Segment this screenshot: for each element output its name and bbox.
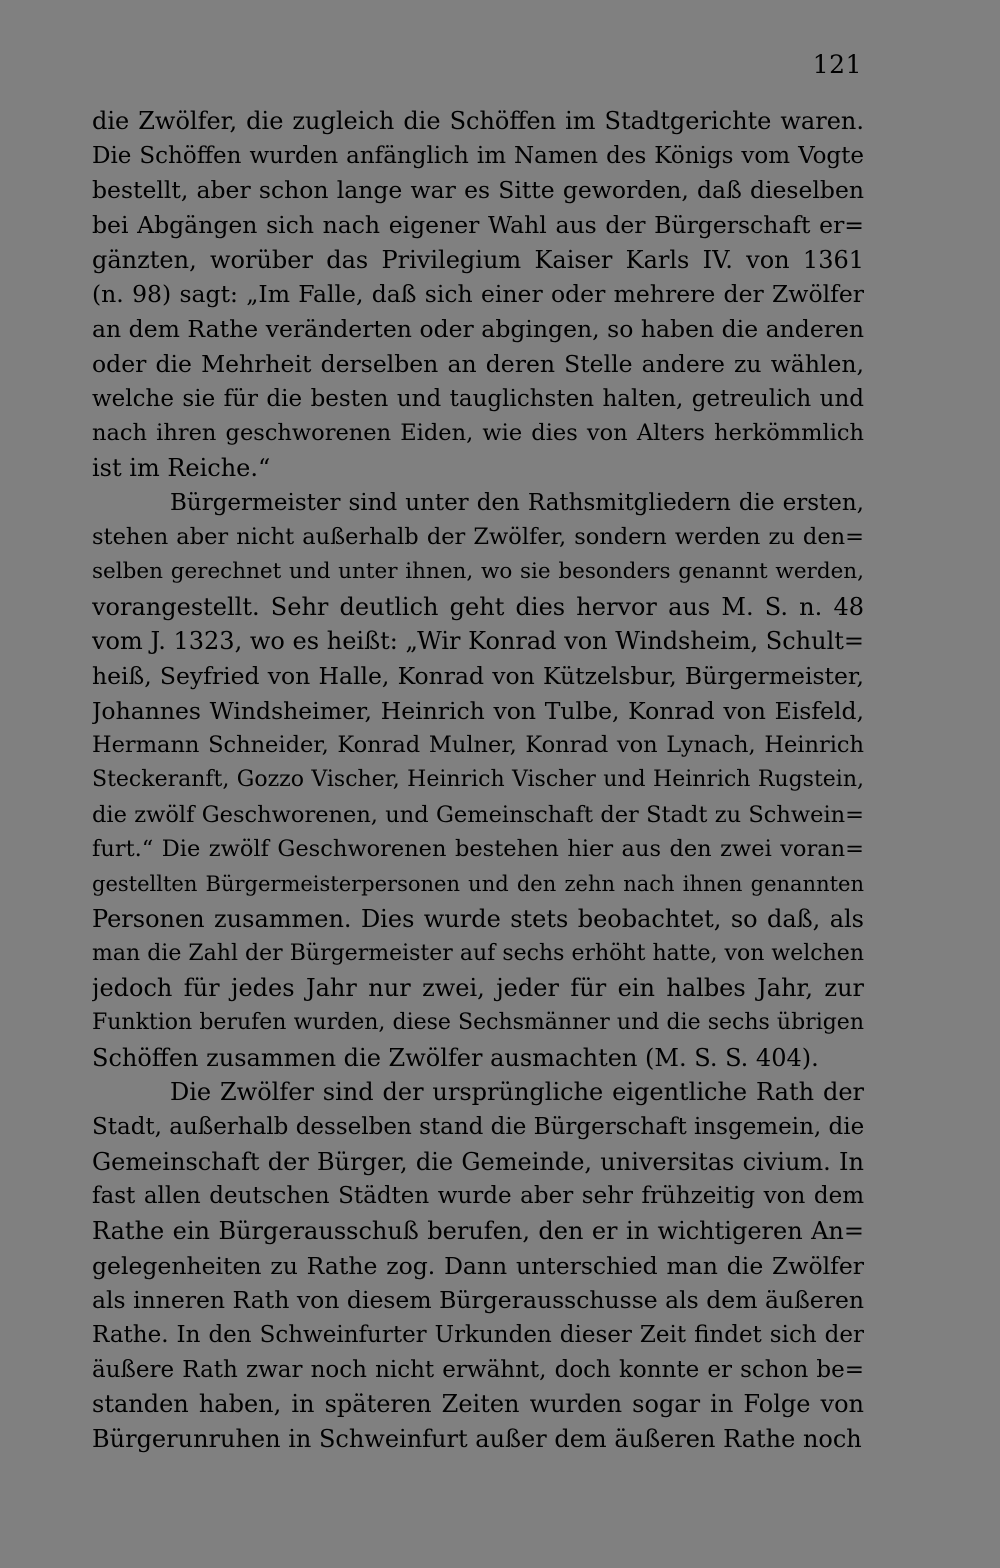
text-line: gestellten Bürgermeisterpersonen und den zehn nach ihnen genannten: [92, 872, 864, 897]
text-line: Hermann Schneider, Konrad Mulner, Konrad von Lynach, Heinrich: [92, 732, 864, 759]
text-line: furt.“ Die zwölf Geschworenen bestehen hier aus den zwei voran=: [92, 836, 864, 863]
text-line: stehen aber nicht außerhalb der Zwölfer, sondern werden zu den=: [92, 524, 864, 551]
text-line: an dem Rathe veränderten oder abgingen, so haben die anderen: [92, 315, 864, 344]
paragraph: [92, 1075, 864, 1457]
text-line: Bürgermeister sind unter den Rathsmitgliedern die ersten,: [170, 489, 864, 516]
text-line: gelegenheiten zu Rathe zog. Dann unterschied man die Zwölfer: [92, 1251, 864, 1280]
text-line: bei Abgängen sich nach eigener Wahl aus der Bürgerschaft er=: [92, 211, 864, 240]
text-line: Personen zusammen. Dies wurde stets beobachtet, so daß, als: [92, 904, 864, 933]
text-line: äußere Rath zwar noch nicht erwähnt, doch konnte er schon be=: [92, 1356, 864, 1383]
text-line: vorangestellt. Sehr deutlich geht dies hervor aus M. S. n. 48: [92, 592, 864, 621]
text-line: heiß, Seyfried von Halle, Konrad von Kützelsbur, Bürgermeister,: [92, 662, 864, 690]
text-line: fast allen deutschen Städten wurde aber sehr frühzeitig von dem: [92, 1183, 864, 1210]
text-line: Die Zwölfer sind der ursprüngliche eigentliche Rath der: [170, 1078, 864, 1107]
text-line: (n. 98) sagt: „Im Falle, daß sich einer oder mehrere der Zwölfer: [92, 280, 864, 309]
text-line: Die Schöffen wurden anfänglich im Namen des Königs vom Vogte: [92, 142, 864, 169]
text-line: oder die Mehrheit derselben an deren Stelle andere zu wählen,: [92, 349, 864, 378]
text-line: standen haben, in späteren Zeiten wurden sogar in Folge von: [92, 1390, 864, 1419]
text-line: als inneren Rath von diesem Bürgerausschusse als dem äußeren: [92, 1286, 864, 1315]
text-line: welche sie für die besten und tauglichsten halten, getreulich und: [92, 385, 864, 412]
text-line: jedoch für jedes Jahr nur zwei, jeder für ein halbes Jahr, zur: [92, 974, 864, 1003]
text-line: selben gerechnet und unter ihnen, wo sie besonders genannt werden,: [92, 558, 864, 584]
text-line: Funktion berufen wurden, diese Sechsmänner und die sechs übrigen: [92, 1009, 864, 1035]
body-text: [92, 104, 864, 1457]
text-line: die zwölf Geschworenen, und Gemeinschaft der Stadt zu Schwein=: [92, 801, 864, 828]
text-line: Rathe ein Bürgerausschuß berufen, den er in wichtigeren An=: [92, 1217, 864, 1245]
text-line: ist im Reiche.“: [92, 453, 271, 482]
text-line: Schöffen zusammen die Zwölfer ausmachten (M. S. S. 404).: [92, 1043, 819, 1072]
text-line: die Zwölfer, die zugleich die Schöffen im Stadtgerichte waren.: [92, 107, 864, 135]
text-line: gänzten, worüber das Privilegium Kaiser Karls IV. von 1361: [92, 245, 864, 274]
text-line: Steckeranft, Gozzo Vischer, Heinrich Vischer und Heinrich Rugstein,: [92, 767, 864, 793]
text-line: Rathe. In den Schweinfurter Urkunden dieser Zeit findet sich der: [92, 1322, 864, 1349]
text-line: bestellt, aber schon lange war es Sitte geworden, daß dieselben: [92, 176, 864, 205]
text-line: vom J. 1323, wo es heißt: „Wir Konrad von Windsheim, Schult=: [92, 627, 864, 656]
text-line: Stadt, außerhalb desselben stand die Bürgerschaft insgemein, die: [92, 1113, 864, 1140]
paragraph: [92, 486, 864, 1076]
text-line: Bürgerunruhen in Schweinfurt außer dem äußeren Rathe noch: [92, 1425, 862, 1454]
text-line: man die Zahl der Bürgermeister auf sechs erhöht hatte, von welchen: [92, 940, 864, 966]
page-number: 121: [812, 50, 862, 79]
text-line: nach ihren geschworenen Eiden, wie dies von Alters herkömmlich: [92, 420, 864, 447]
text-line: Johannes Windsheimer, Heinrich von Tulbe, Konrad von Eisfeld,: [92, 696, 864, 725]
paragraph: [92, 104, 864, 486]
text-line: Gemeinschaft der Bürger, die Gemeinde, universitas civium. In: [92, 1147, 864, 1176]
